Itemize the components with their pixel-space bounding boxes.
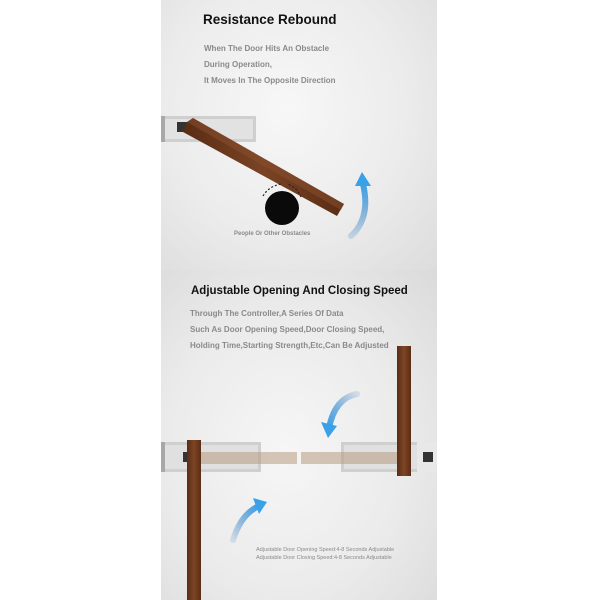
right-door-leaf [397,346,411,476]
speed-notes [256,546,394,562]
description-line: Such As Door Opening Speed,Door Closing Speed, [190,325,385,334]
section-description [190,306,389,354]
section-description [204,41,336,89]
description-line: During Operation, [204,60,272,69]
description-line: Holding Time,Starting Strength,Etc,Can Be Adjusted [190,341,389,350]
adjustable-speed-panel [161,270,437,600]
section-title: Resistance Rebound [203,12,337,27]
description-line: It Moves In The Opposite Direction [204,76,336,85]
swinging-door-leaf [183,118,344,216]
obstacle-label: People Or Other Obstacles [234,231,311,237]
closing-arrow-icon [321,394,357,438]
rebound-arrow-icon [351,172,371,236]
resistance-rebound-panel [161,0,437,270]
closing-speed-note: Adjustable Door Closing Speed:4-8 Seconds Adjustable [256,555,392,561]
left-door-leaf [187,440,201,600]
sliding-door-track [201,452,399,464]
section-title: Adjustable Opening And Closing Speed [191,285,408,297]
description-line: When The Door Hits An Obstacle [204,44,330,53]
opening-speed-note: Adjustable Door Opening Speed:4-8 Seconds Adjustable [256,547,395,553]
opening-arrow-icon [233,498,267,540]
description-line: Through The Controller,A Series Of Data [190,309,344,318]
